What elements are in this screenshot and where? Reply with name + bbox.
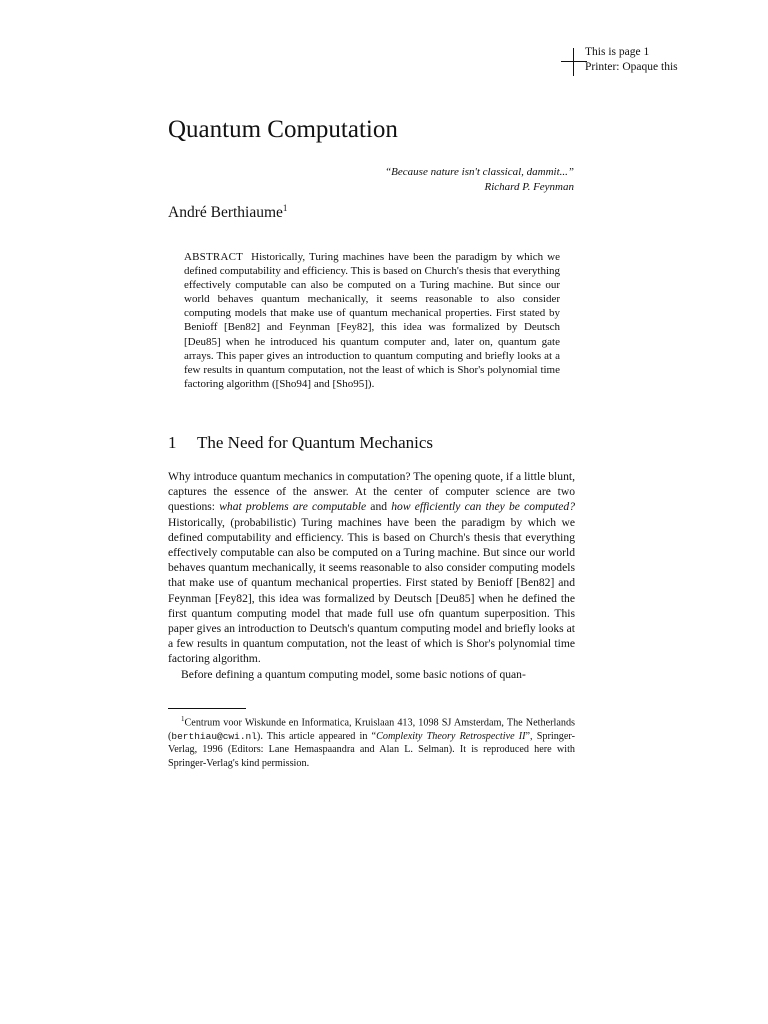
footnote-text: Centrum voor Wiskunde en Informatica, Kruislaan 413, 1098 SJ Amsterdam, The Netherlands (	[168, 717, 575, 742]
footnote-rule	[168, 708, 246, 709]
body-paragraph: Before defining a quantum computing model, some basic notions of quan-	[181, 667, 526, 681]
footnote-text: ”, Springer-Verlag, 1996 (Editors: Lane Hemaspaandra and Alan L. Selman). It is reproduced here with Springer-Verlag's kind permission.	[168, 730, 575, 769]
emphasis-text: how efficiently can they be computed?	[391, 500, 575, 514]
section-number: 1	[168, 433, 177, 452]
abstract-text: Historically, Turing machines have been the paradigm by which we defined computability and efficiency. This is based on Church's thesis that everything effectively computable can also be computed on a Turing machine. But since our world behaves quantum mechanically, it seems reasonable to also consider computing models that make use of quantum mechanical properties. First stated by Benioff [Ben82] and Feynman [Fey82], this idea was formalized by Deutsch [Deu85] when he introduced his quantum computer and, later on, quantum gate arrays. This paper gives an introduction to quantum computing and briefly looks at a few results in quantum computation, not the least of which is Shor's polynomial time factoring algorithm ([Sho94] and [Sho95]).	[184, 251, 561, 390]
footnote-text: ). This article appeared in “	[256, 730, 377, 742]
section-title: The Need for Quantum Mechanics	[197, 433, 434, 452]
body-paragraph	[168, 469, 575, 667]
printer-info	[585, 45, 678, 75]
footnote-mark: 1	[181, 715, 185, 723]
paper-title: Quantum Computation	[168, 116, 398, 143]
section-body	[168, 469, 575, 682]
abstract	[184, 250, 560, 391]
epigraph	[385, 165, 574, 195]
paragraph-text: Historically, (probabilistic) Turing machines have been the paradigm by which we defined computability and efficiency. This is based on Church's thesis that everything effectively computable can also be computed on a Turing machine. But since our world behaves quantum mechanically, it seems reasonable to also consider computing models that make use of quantum mechanical properties. First stated by Benioff [Ben82] and Feynman [Fey82], this idea was formalized by Deutsch [Deu85] when he defined the first quantum computing model that made full use ofn quantum superposition. This paper gives an introduction to Deutsch's quantum computing model and briefly looks at a few results in quantum computation, not the least of which is Shor's polynomial time factoring algorithm.	[168, 515, 575, 666]
crop-mark-vertical-line	[573, 48, 574, 76]
crop-mark-horizontal-line	[561, 61, 587, 62]
epigraph-quote: “Because nature isn't classical, dammit...”	[385, 166, 574, 178]
abstract-label: ABSTRACT	[184, 251, 244, 263]
printer-label: Printer: Opaque this	[585, 61, 678, 73]
emphasis-text: what problems are computable	[219, 500, 367, 514]
paragraph-text: Why introduce quantum mechanics in computation? The opening quote, if a little blunt, captures the essence of the answer. At the center of computer science are two questions:	[168, 470, 575, 514]
author-footnote-mark: 1	[282, 203, 288, 213]
section-heading	[168, 433, 433, 453]
author-email: berthiau@cwi.nl	[171, 730, 257, 742]
footnote	[168, 713, 575, 770]
printer-crop-mark	[561, 48, 587, 76]
author-name: André Berthiaume	[168, 204, 283, 222]
publication-title: Complexity Theory Retrospective II	[376, 730, 526, 742]
author	[168, 203, 287, 222]
paragraph-text: and	[366, 500, 392, 514]
page-indicator: This is page 1	[585, 46, 650, 58]
epigraph-attribution: Richard P. Feynman	[484, 181, 574, 193]
